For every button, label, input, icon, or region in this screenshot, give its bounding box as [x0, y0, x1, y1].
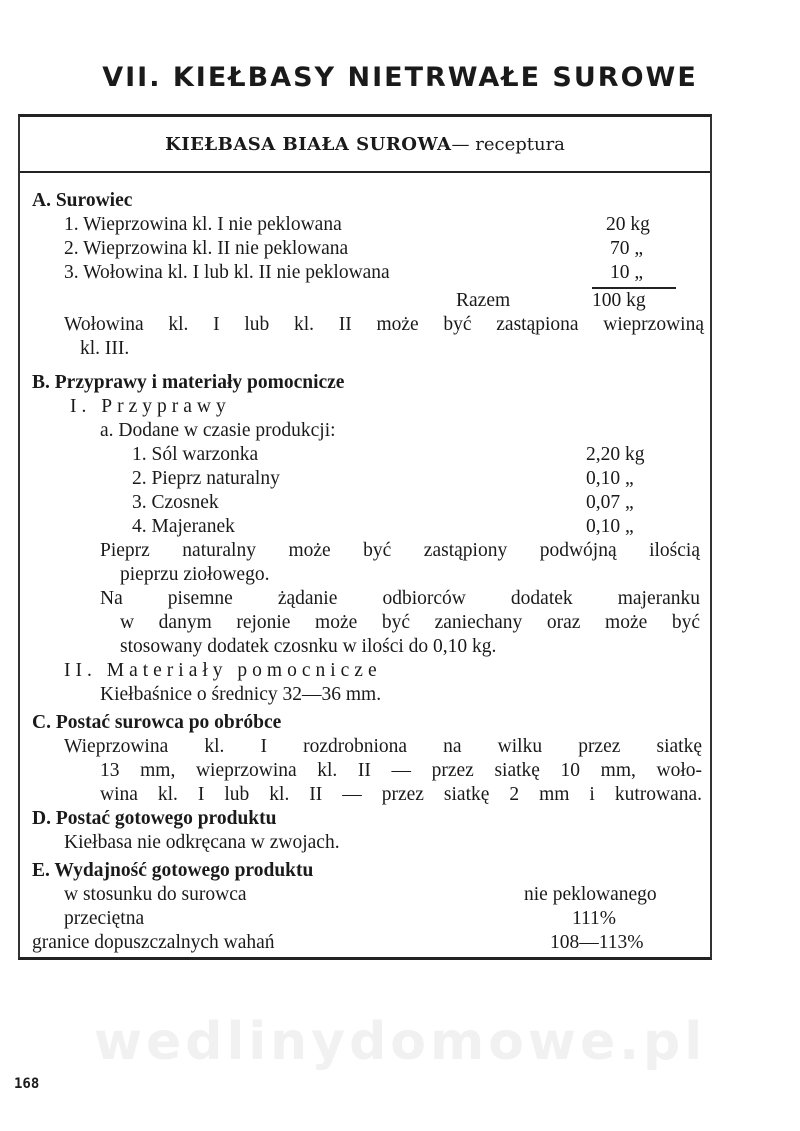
- list-item: 1. Sól warzonka 2,20 kg: [132, 444, 645, 465]
- section-e-heading: E. Wydajność gotowego produktu: [32, 860, 314, 881]
- list-item: 3. Wołowina kl. I lub kl. II nie peklowana 10 „: [64, 262, 644, 283]
- subsection-spices: I. Przyprawy: [70, 396, 231, 417]
- section-b-heading: B. Przyprawy i materiały pomocnicze: [32, 372, 345, 393]
- list-item: 4. Majeranek 0,10 „: [132, 516, 634, 537]
- section-a-note: Wołowina kl. I lub kl. II może być zastąpiona wieprzowiną: [64, 314, 704, 335]
- chapter-title: VII. KIEŁBASY NIETRWAŁE SUROWE: [102, 62, 698, 93]
- section-a-heading: A. Surowiec: [32, 190, 133, 211]
- list-item: 2. Wieprzowina kl. II nie peklowana 70 „: [64, 238, 644, 259]
- total-label: Razem: [456, 290, 511, 311]
- yield-row: przeciętna 111%: [64, 908, 617, 929]
- list-item: 3. Czosnek 0,07 „: [132, 492, 634, 513]
- yield-row: w stosunku do surowca nie peklowanego: [64, 884, 657, 905]
- recipe-box: KIEŁBASA BIAŁA SUROWA — receptura A. Surowiec 1. Wieprzowina kl. I nie peklowana 20 kg 2. Wieprzowina kl. II nie peklowana 70 „ 3. Wołowina kl. I lub kl. II nie peklowana 10 „ Razem 100 kg Wołowina kl. I lub kl. II może być zastąpiona wieprzowiną kl. III. B. Przyprawy i materiały pomocnicze I. Przyprawy a. Dodane w czasie produkcji: 1. Sól warzonka 2,20 kg 2. Pieprz naturalny 0,10 „ 3. Czosnek 0,07 „ 4. Majeranek 0,10 „ Pieprz naturalny może być zastąpiony podwójną ilością pieprzu ziołowego. Na pisemne żądanie odbiorców dodatek majeranku w danym rejonie może być zaniechany oraz może być stosowany dodatek czosnku w ilości do 0,10 kg. II. Materiały pomocnicze Kiełbaśnice o średnicy 32—36 mm. C. Postać surowca po obróbce Wieprzowina kl. I rozdrobniona na wilku przez siatkę 13 mm, wieprzowina kl. II — przez siatkę 10 mm, woło- wina kl. I lub kl. II — przez siatkę 2 mm i kutrowana. D. Postać gotowego produktu Kiełbasa nie odkręcana w zwojach. E. Wydajność gotowego produktu w stosunku do surowca nie peklowanego przeciętna 111% granice dopuszczalnych wahań 108—113%: [18, 114, 712, 960]
- list-item: 1. Wieprzowina kl. I nie peklowana 20 kg: [64, 214, 650, 235]
- marjoram-note: Na pisemne żądanie odbiorców dodatek majeranku: [100, 588, 700, 609]
- yield-row: granice dopuszczalnych wahań 108—113%: [32, 932, 644, 953]
- total-row: [20, 289, 710, 313]
- pepper-note: Pieprz naturalny może być zastąpiony podwójną ilością: [100, 540, 700, 561]
- watermark: wedlinydomowe.pl: [93, 1012, 707, 1072]
- subsection-materials: II. Materiały pomocnicze: [64, 660, 382, 681]
- list-item: 2. Pieprz naturalny 0,10 „: [132, 468, 634, 489]
- recipe-subtitle: — receptura: [451, 133, 565, 155]
- recipe-name: KIEŁBASA BIAŁA SUROWA: [165, 133, 452, 155]
- page-number: 168: [14, 1076, 40, 1092]
- recipe-title: [20, 117, 710, 173]
- section-d-heading: D. Postać gotowego produktu: [32, 808, 277, 829]
- section-c-heading: C. Postać surowca po obróbce: [32, 712, 282, 733]
- total-value: 100 kg: [592, 290, 646, 311]
